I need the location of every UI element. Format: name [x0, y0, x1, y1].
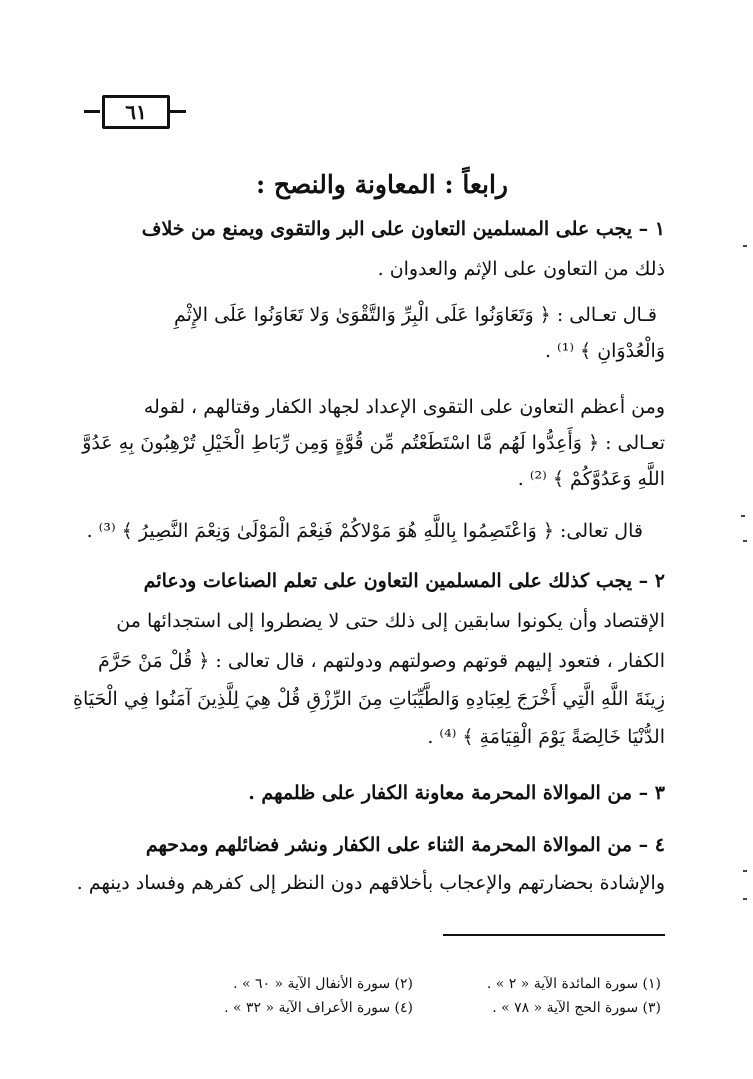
page-number-rule-right	[170, 110, 186, 113]
footnote-1: (١) سورة المائدة الآية « ٢ » .	[486, 976, 661, 992]
quote-3: قال تعالى: ﴿ وَاعْتَصِمُوا بِاللَّهِ هُوَ مَوْلاكُمْ فَنِعْمَ الْمَوْلَىٰ وَنِعْمَ النَّصِيرُ ﴾ ⁽³⁾ .	[86, 520, 643, 542]
footnote-2: (٢) سورة الأنفال الآية « ٦٠ » .	[233, 976, 413, 992]
scan-mark	[743, 540, 747, 542]
quote-1-line-1: قـال تعـالى : ﴿ وَتَعَاوَنُوا عَلَى الْبِرِّ وَالتَّقْوَىٰ وَلا تَعَاوَنُوا عَلَى الإِثْمِ	[174, 304, 657, 326]
quote-4-line-2: الدُّنْيَا خَالِصَةً يَوْمَ الْقِيَامَةِ ﴾ ⁽⁴⁾ .	[427, 726, 665, 748]
paragraph-3-line-3: الكفار ، فتعود إليهم قوتهم وصولتهم ودولتهم ، قال تعالى : ﴿ قُلْ مَنْ حَرَّمَ	[98, 650, 665, 672]
page-number: ٦١	[102, 95, 170, 129]
quote-2-line-1: تعـالى : ﴿ وَأَعِدُّوا لَهُم مَّا اسْتَطَعْتُم مِّن قُوَّةٍ وَمِن رِّبَاطِ الْخَيْلِ تُرْهِبُونَ بِهِ عَدُوَّ	[82, 432, 665, 454]
page-number-rule-left	[84, 110, 100, 113]
quote-1-line-2: وَالْعُدْوَانِ ﴾ ⁽¹⁾ .	[544, 340, 665, 362]
footnote-4: (٤) سورة الأعراف الآية « ٣٢ » .	[224, 1000, 413, 1016]
paragraph-2-line-1: ومن أعظم التعاون على التقوى الإعداد لجهاد الكفار وقتالهم ، لقوله	[143, 396, 665, 418]
paragraph-5-line-1: ٤ – من الموالاة المحرمة الثناء على الكفار ونشر فضائلهم ومدحهم	[145, 834, 665, 856]
scan-mark	[743, 245, 747, 247]
paragraph-1-line-2: ذلك من التعاون على الإثم والعدوان .	[377, 258, 665, 280]
page-number-frame	[84, 93, 186, 129]
footnote-separator	[443, 934, 665, 936]
paragraph-4: ٣ – من الموالاة المحرمة معاونة الكفار على ظلمهم .	[248, 782, 665, 804]
scan-mark	[741, 515, 745, 517]
scan-mark	[743, 898, 747, 900]
paragraph-5-line-2: والإشادة بحضارتهم والإعجاب بأخلاقهم دون النظر إلى كفرهم وفساد دينهم .	[76, 872, 665, 894]
paragraph-1-line-1: ١ – يجب على المسلمين التعاون على البر والتقوى ويمنع من خلاف	[141, 218, 665, 240]
quote-4-line-1: زِينَةَ اللَّهِ الَّتِي أَخْرَجَ لِعِبَادِهِ وَالطَّيِّبَاتِ مِنَ الرِّزْقِ قُلْ هِيَ لِلَّذِينَ آمَنُوا فِي الْحَيَاةِ	[73, 688, 665, 710]
footnote-3: (٣) سورة الحج الآية « ٧٨ » .	[492, 1000, 661, 1016]
section-heading: رابعاً : المعاونة والنصح :	[255, 170, 508, 199]
quote-2-line-2: اللَّهِ وَعَدُوَّكُمْ ﴾ ⁽²⁾ .	[517, 468, 665, 490]
paragraph-3-line-1: ٢ – يجب كذلك على المسلمين التعاون على تعلم الصناعات ودعائم	[143, 570, 665, 592]
scan-mark	[743, 870, 747, 872]
paragraph-3-line-2: الإقتصاد وأن يكونوا سابقين إلى ذلك حتى لا يضطروا إلى استجدائها من	[116, 610, 665, 632]
